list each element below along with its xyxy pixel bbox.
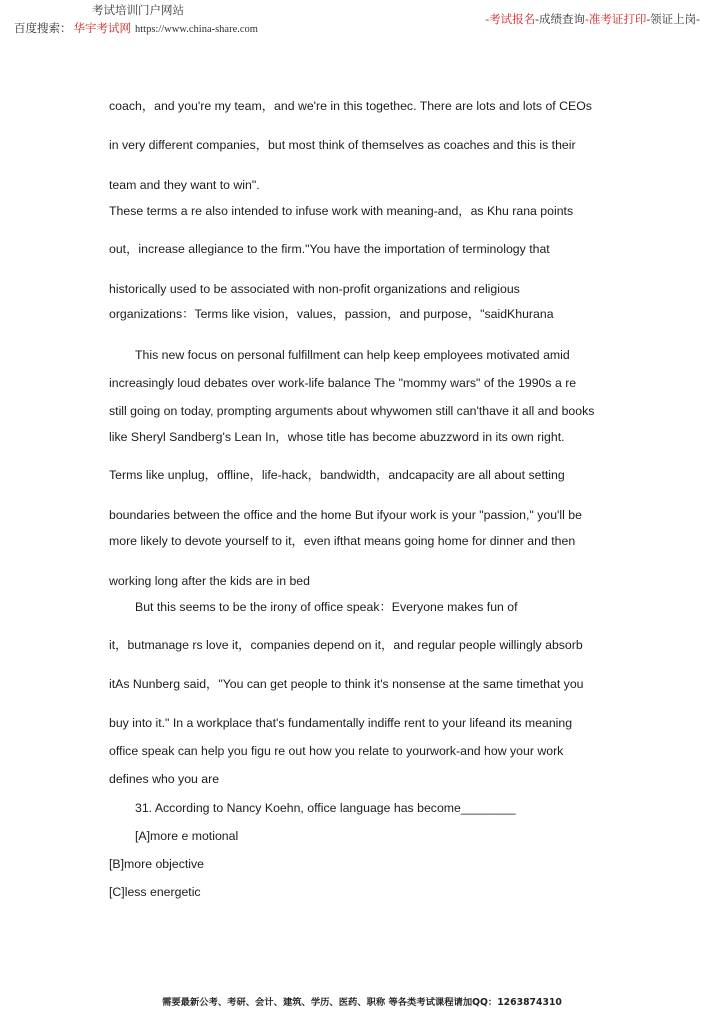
link-exam-registration[interactable]: -考试报名 bbox=[485, 14, 536, 26]
text-line: office speak can help you figu re out how you relate to yourwork-and how your work bbox=[109, 744, 564, 758]
answer-option-c: [C]less energetic bbox=[109, 885, 201, 899]
text-line: But this seems to be the irony of office speak：Everyone makes fun of bbox=[135, 600, 518, 614]
link-certificate[interactable]: -领证上岗- bbox=[646, 14, 700, 26]
text-line: Terms like unplug，offline，life-hack，bandwidth，andcapacity are all about setting bbox=[109, 468, 565, 482]
text-line: coach，and you're my team，and we're in this togethec. There are lots and lots of CEOs bbox=[109, 99, 592, 113]
answer-option-b: [B]more objective bbox=[109, 857, 205, 871]
text-line: like Sheryl Sandberg's Lean In，whose title has become abuzzword in its own right. bbox=[109, 430, 565, 444]
text-line: still going on today, prompting arguments about whywomen still can'thave it all and books bbox=[109, 404, 595, 418]
text-line: This new focus on personal fulfillment can help keep employees motivated amid bbox=[135, 348, 570, 362]
text-line: team and they want to win". bbox=[109, 178, 260, 192]
header-site-url[interactable]: https://www.china-share.com bbox=[135, 24, 258, 35]
header-search-label: 百度搜索： bbox=[14, 23, 72, 35]
text-line: defines who you are bbox=[109, 772, 220, 786]
link-admission-ticket[interactable]: -准考证打印 bbox=[584, 14, 647, 26]
text-line: buy into it." In a workplace that's fundamentally indiffe rent to your lifeand its meaning bbox=[109, 716, 573, 730]
text-line: organizations：Terms like vision，values，passion，and purpose，"saidKhurana bbox=[109, 307, 554, 321]
header-search-line bbox=[14, 20, 258, 36]
text-line: in very different companies，but most think of themselves as coaches and this is their bbox=[109, 138, 576, 152]
text-line: These terms a re also intended to infuse work with meaning-and，as Khu rana points bbox=[109, 204, 574, 218]
question-stem: 31. According to Nancy Koehn, office language has become________ bbox=[135, 801, 516, 815]
text-line: more likely to devote yourself to it，even ifthat means going home for dinner and then bbox=[109, 534, 576, 548]
footer-notice: 需要最新公考、考研、会计、建筑、学历、医药、职称 等各类考试课程请加QQ：1263874310 bbox=[162, 997, 562, 1008]
text-line: historically used to be associated with non-profit organizations and religious bbox=[109, 282, 520, 296]
answer-option-a: [A]more e motional bbox=[135, 829, 239, 843]
header-site-tagline: 考试培训门户网站 bbox=[92, 5, 184, 17]
text-line: working long after the kids are in bed bbox=[109, 574, 310, 588]
text-line: increasingly loud debates over work-life balance The "mommy wars" of the 1990s a re bbox=[109, 376, 577, 390]
text-line: boundaries between the office and the home But ifyour work is your "passion," you'll be bbox=[109, 508, 582, 522]
link-score-query[interactable]: -成绩查询 bbox=[535, 14, 585, 26]
header-site-name[interactable]: 华宇考试网 bbox=[73, 23, 131, 35]
text-line: itAs Nunberg said，"You can get people to think it's nonsense at the same timethat you bbox=[109, 677, 584, 691]
header-links bbox=[485, 11, 700, 27]
text-line: it，butmanage rs love it，companies depend on it，and regular people willingly absorb bbox=[109, 638, 583, 652]
text-line: out，increase allegiance to the firm."You have the importation of terminology that bbox=[109, 242, 550, 256]
